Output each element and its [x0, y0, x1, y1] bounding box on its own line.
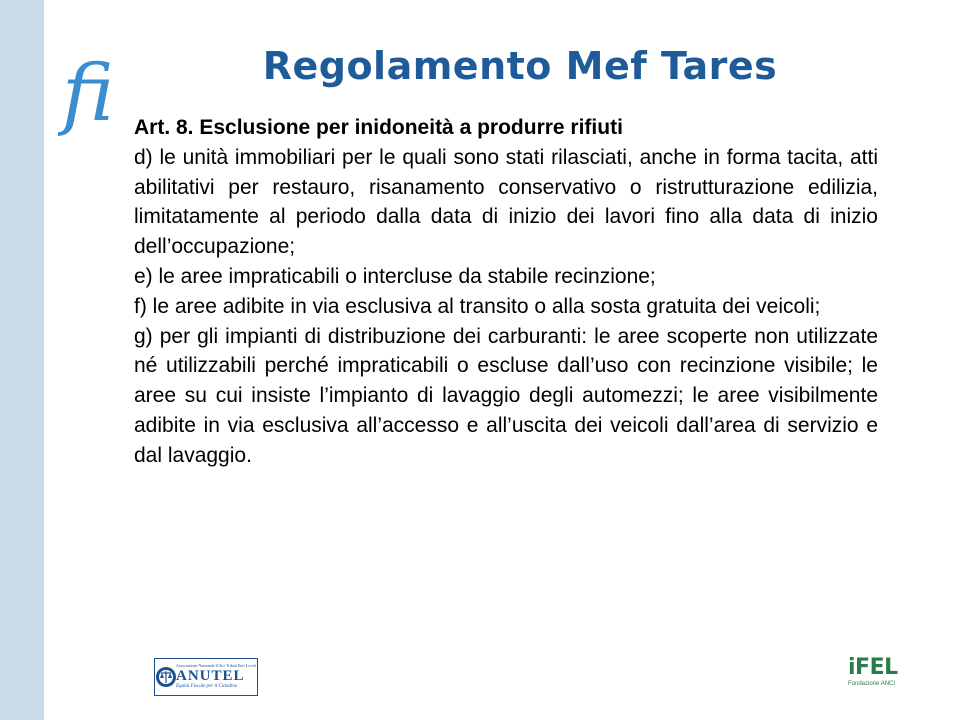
- fi-logo-icon: [58, 40, 128, 140]
- slide-body: [134, 113, 878, 471]
- anutel-text: [176, 663, 256, 690]
- fi-mark: fi: [62, 49, 115, 139]
- paragraph-f: f) le aree adibite in via esclusiva al transito o alla sosta gratuita dei veicoli;: [134, 294, 821, 318]
- ifel-logo: [848, 656, 908, 700]
- slide-title: Regolamento Mef Tares: [262, 44, 778, 88]
- anutel-name: ANUTEL: [176, 668, 245, 684]
- article-heading: Art. 8. Esclusione per inidoneità a produrre rifiuti: [134, 116, 623, 139]
- paragraph-g: g) per gli impianti di distribuzione dei carburanti: le aree scoperte non utilizzate né utilizzabili perché impraticabili o escluse dall’uso con recinzione visibile; le aree su cui insiste l’impianto di lavaggio degli automezzi; le aree visibilmente adibite in via esclusiva all’accesso e all’uscita dei veicoli dall’area di servizio e dal lavaggio.: [134, 324, 878, 467]
- side-band: [0, 0, 44, 720]
- ifel-name: iFEL: [848, 655, 898, 680]
- paragraph-d: d) le unità immobiliari per le quali sono stati rilasciati, anche in forma tacita, atti abilitativi per restauro, risanamento conservativo o ristrutturazione edilizia, limitatamente al periodo dalla data di inizio dei lavori fino alla data di inizio dell’occupazione;: [134, 145, 878, 259]
- anutel-small-text: Associazione Nazionale Uffici Tributi Enti Locali: [176, 663, 256, 668]
- ifel-sub: Fondazione ANCI: [848, 681, 896, 687]
- paragraph-e: e) le aree impraticabili o intercluse da stabile recinzione;: [134, 264, 656, 288]
- anutel-motto: Equità Fiscale per il Cittadino: [176, 684, 238, 689]
